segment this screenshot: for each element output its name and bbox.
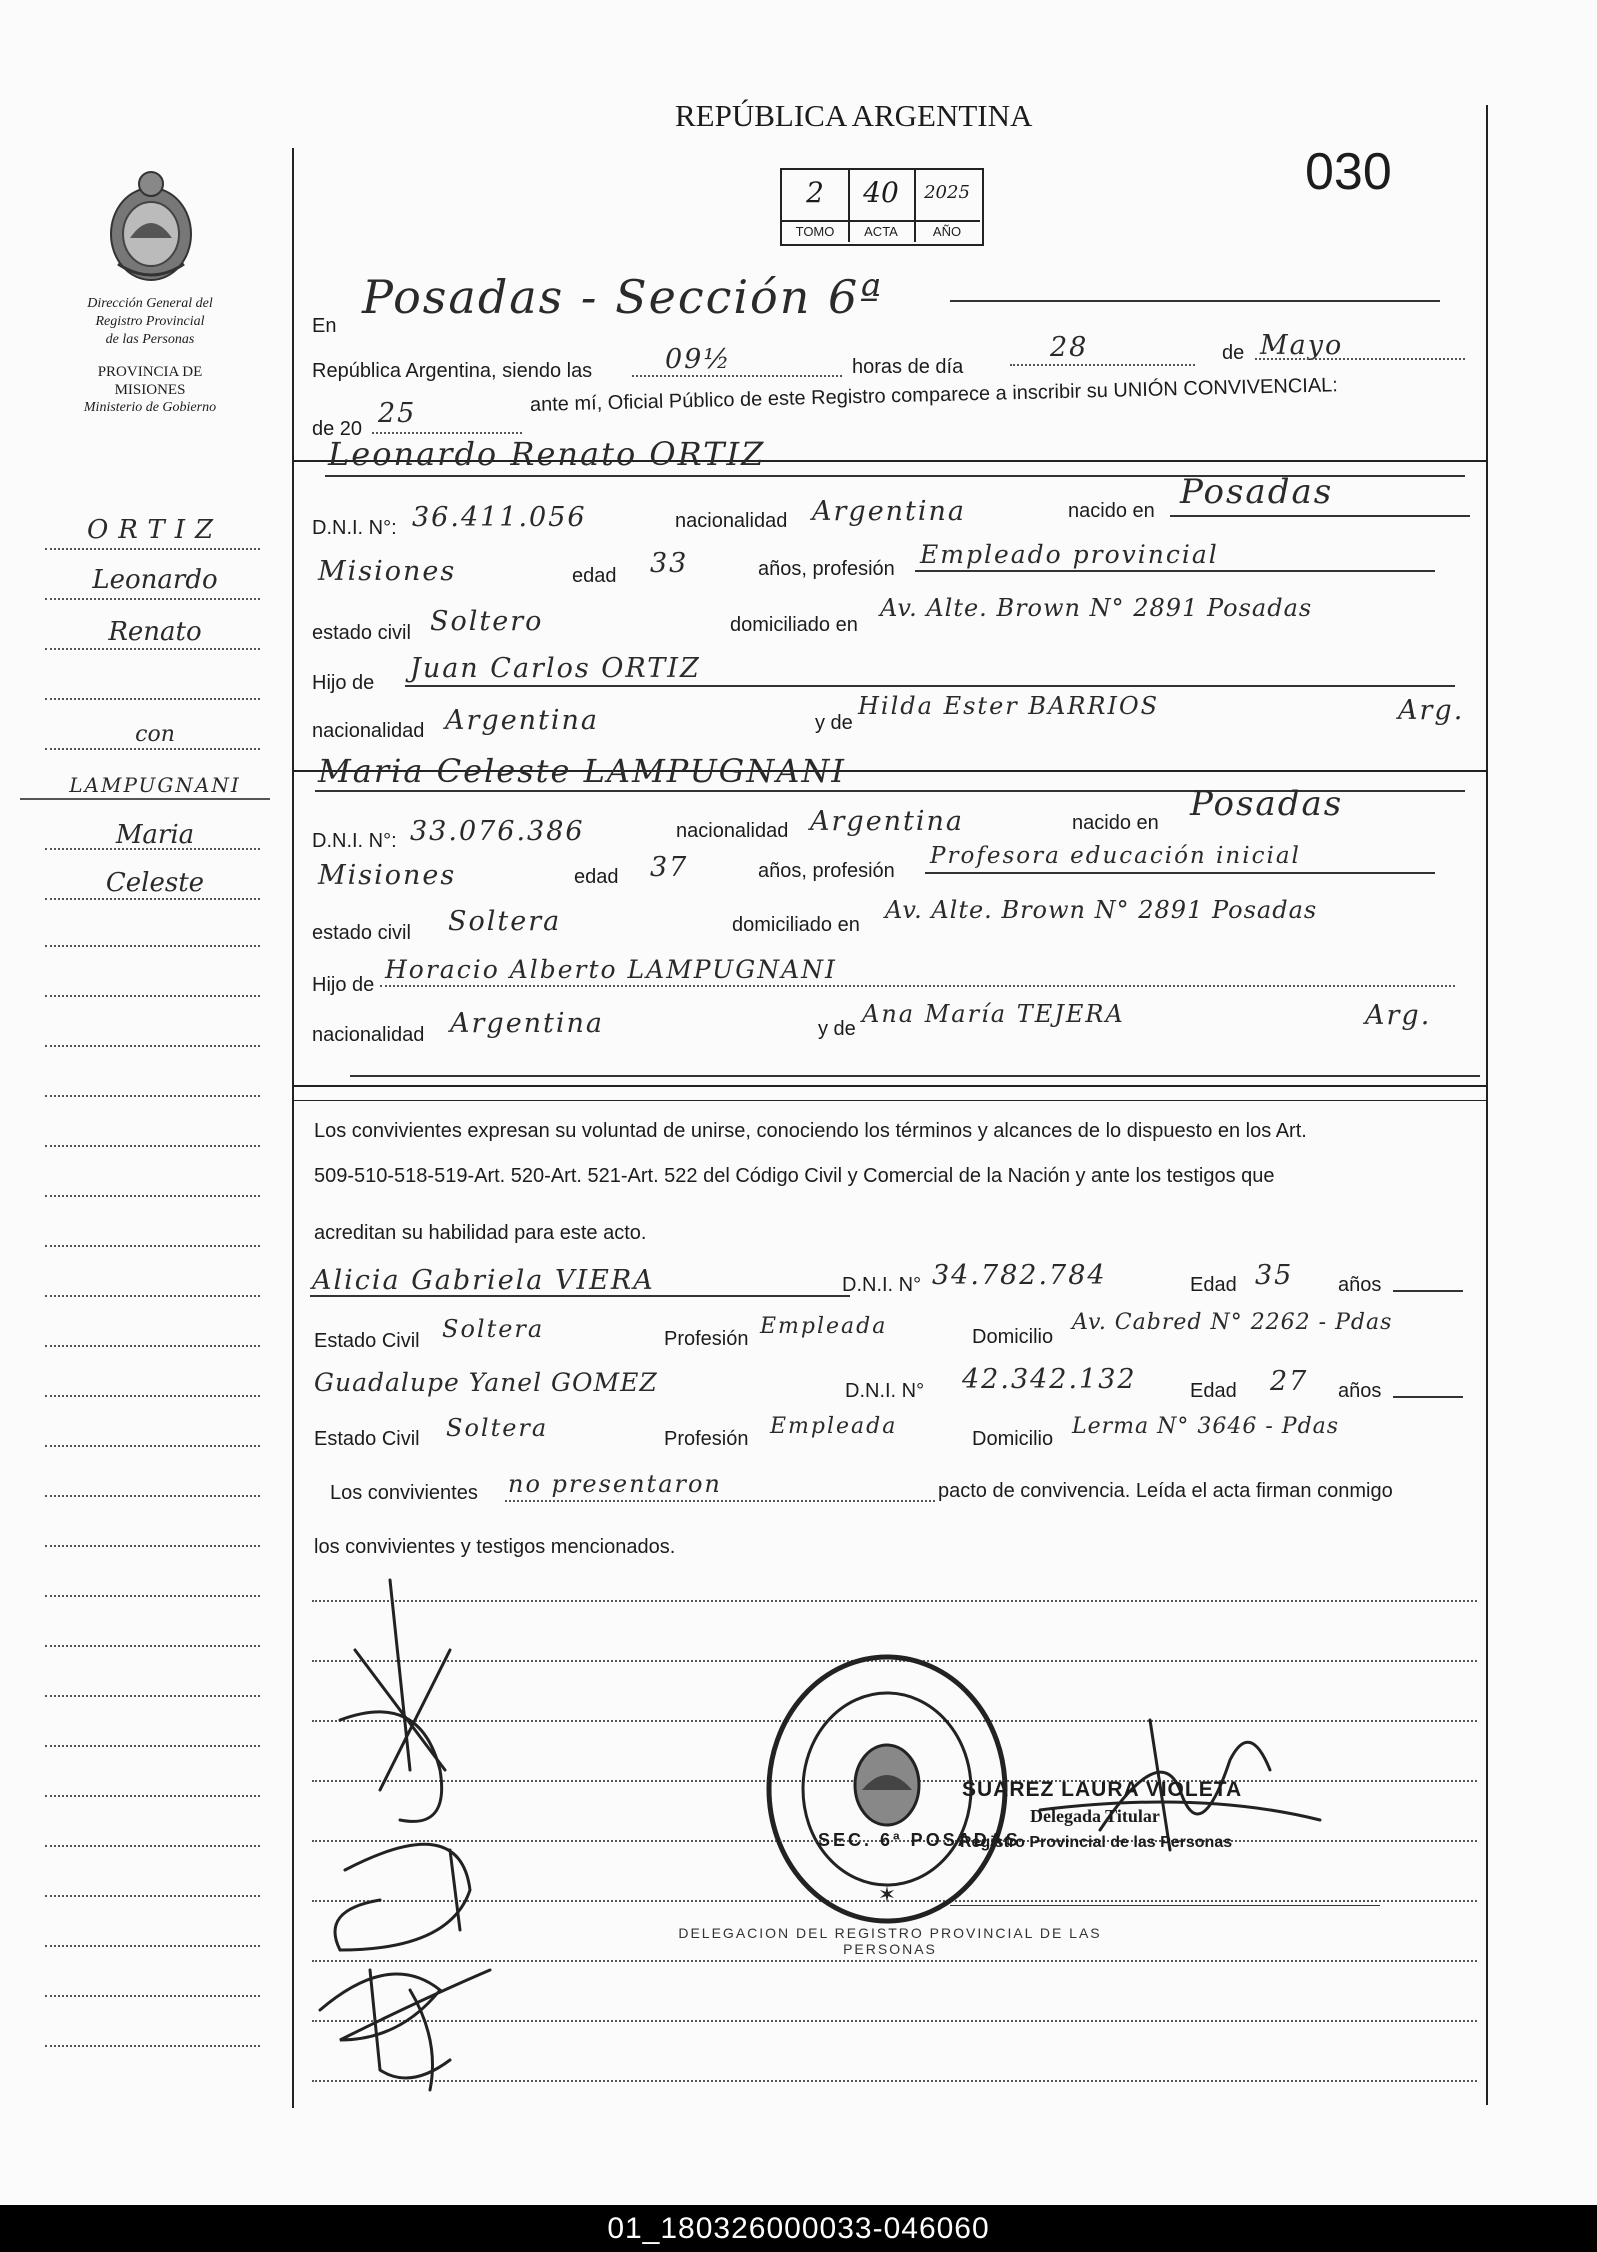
person2-hijo-label: Hijo de [312,974,375,996]
signatures-convivientes [300,1570,540,2100]
person1-estado-civil: Soltero [430,606,544,637]
year-prefix: de 20 [312,418,363,440]
hour-line [632,375,842,377]
person2-end-line [350,1075,1480,1077]
agency-block [30,295,270,417]
margin-middlename-2: Celeste [105,868,205,898]
person2-civil-label: estado civil [312,922,411,944]
witness2-civil-label: Estado Civil [314,1428,420,1450]
witness1-edad: 35 [1255,1260,1294,1291]
agency-line3: de las Personas [105,332,195,347]
witness1-anios-label: años [1338,1274,1382,1296]
person1-name: Leonardo Renato ORTIZ [328,435,766,473]
margin-firstname-2: Maria [115,820,195,850]
anio-value: 2025 [924,182,970,203]
person2-profesion: Profesora educación inicial [930,843,1301,869]
page-number: 030 [1305,143,1392,201]
person1-civil-label: estado civil [312,622,411,644]
witness1-prof-label: Profesión [664,1328,749,1350]
legal-line-1: Los convivientes expresan su voluntad de unirse, conociendo los términos y alcances de lo dispuesto en los Art. [314,1120,1307,1142]
witness2-edad-label: Edad [1190,1380,1237,1402]
month-value: Mayo [1260,330,1344,361]
person1-domicilio: Av. Alte. Brown N° 2891 Posadas [880,594,1313,622]
witness1-estado-civil: Soltera [442,1315,545,1343]
person2-dni-label: D.N.I. N°: [312,830,397,852]
person1-padre-nac-label: nacionalidad [312,720,425,742]
witness1-name-line [310,1295,850,1297]
witness2-profesion: Empleada [770,1414,898,1439]
svg-text:✶: ✶ [877,1882,897,1907]
person1-profesion-line [915,570,1435,572]
legal-line-3: acreditan su habilidad para este acto. [314,1222,647,1244]
person1-nac-label: nacionalidad [675,510,788,532]
person1-nacido-cont: Misiones [318,556,457,587]
person1-nacido: Posadas [1180,472,1334,512]
witness2-name: Guadalupe Yanel GOMEZ [314,1368,658,1397]
intro-statement: ante mí, Oficial Público de este Registro comparece a inscribir su UNIÓN CONVIVENCIAL: [529,374,1339,416]
person2-madre: Ana María TEJERA [862,1000,1125,1028]
person1-edad-label: edad [572,565,617,587]
margin-middlename-1: Renato [108,617,202,647]
person1-dni-label: D.N.I. N°: [312,517,397,539]
year-line [372,432,522,434]
stamp-center-text: SEC. 6ª POSADAS [818,1830,1021,1850]
person1-dni: 36.411.056 [412,502,587,533]
tomo-acta-anio-box [780,168,984,246]
person2-edad-label: edad [574,866,619,888]
official-name: SUAREZ LAURA VIOLETA [962,1778,1243,1801]
official-org: Registro Provincial de las Personas [960,1834,1233,1851]
year-value: 25 [378,398,417,429]
person2-y-de-label: y de [818,1018,856,1040]
person2-padre-nac: Argentina [450,1008,605,1039]
closing-value: no presentaron [508,1470,722,1498]
witness1-profesion: Empleada [760,1314,888,1339]
person1-domic-label: domiciliado en [730,614,858,636]
coat-of-arms-emblem [100,168,202,286]
witness2-dni: 42.342.132 [962,1364,1137,1395]
person1-profesion: Empleado provincial [920,540,1219,569]
person2-name: Maria Celeste LAMPUGNANI [318,752,846,790]
person2-padre-nac-label: nacionalidad [312,1024,425,1046]
margin-firstname-1: Leonardo [92,565,218,595]
country-title: REPÚBLICA ARGENTINA [675,98,1033,133]
person2-madre-nac: Arg. [1365,1000,1432,1031]
witness2-edad: 27 [1270,1366,1309,1397]
official-signature-line [950,1905,1380,1906]
republic-label: República Argentina, siendo las [312,360,593,382]
margin-conjunction: con [135,722,175,747]
legal-line-2: 509-510-518-519-Art. 520-Art. 521-Art. 522 del Código Civil y Comercial de la Nación y ante los testigos que [314,1165,1275,1187]
closing-line-2: los convivientes y testigos mencionados. [314,1536,676,1558]
left-border-line [292,148,294,2108]
witness2-dni-label: D.N.I. N° [845,1380,925,1402]
person2-domicilio: Av. Alte. Brown N° 2891 Posadas [885,896,1318,924]
section-divider-4 [292,1100,1486,1101]
person1-prof-label: años, profesión [758,558,895,580]
person1-y-de-label: y de [815,712,853,734]
person2-nac-label: nacionalidad [676,820,789,842]
witness1-edad-label: Edad [1190,1274,1237,1296]
person2-nacido-label: nacido en [1072,812,1159,834]
agency-line2: Registro Provincial [95,314,205,329]
acta-value: 40 [863,176,899,209]
person1-madre-nac: Arg. [1398,695,1465,726]
closing-suffix: pacto de convivencia. Leída el acta firman conmigo [938,1480,1393,1502]
agency-line1: Dirección General del [87,296,213,311]
person2-nacido: Posadas [1190,784,1344,824]
stamp-ring-text: DELEGACION DEL REGISTRO PROVINCIAL DE LAS PERSONAS [678,1925,1102,1957]
month-line [1255,358,1465,360]
witness1-civil-label: Estado Civil [314,1330,420,1352]
person1-padre-line [405,685,1455,687]
person2-profesion-line [925,872,1435,874]
witness2-anios-label: años [1338,1380,1382,1402]
horas-label: horas de día [852,356,964,378]
person2-padre: Horacio Alberto LAMPUGNANI [385,955,837,984]
person1-madre: Hilda Ester BARRIOS [858,692,1160,720]
ministry-line: Ministerio de Gobierno [83,400,217,415]
acta-label: ACTA [848,220,914,242]
closing-prefix: Los convivientes [330,1482,478,1504]
person2-padre-line [380,985,1455,987]
witness1-dni-label: D.N.I. N° [842,1274,922,1296]
person1-padre-nac: Argentina [445,705,600,736]
tomo-label: TOMO [782,220,848,242]
witness2-prof-label: Profesión [664,1428,749,1450]
witness2-edad-line [1393,1396,1463,1398]
day-value: 28 [1050,332,1089,363]
tomo-value: 2 [806,176,824,209]
person2-domic-label: domiciliado en [732,914,860,936]
person1-edad: 33 [650,548,689,579]
closing-value-line [505,1500,935,1502]
person2-prof-label: años, profesión [758,860,895,882]
witness1-domicilio: Av. Cabred N° 2262 - Pdas [1072,1310,1393,1335]
person1-padre: Juan Carlos ORTIZ [410,653,701,684]
place-fill-line [950,300,1440,302]
person2-nacionalidad: Argentina [810,806,965,837]
person1-hijo-label: Hijo de [312,672,375,694]
witness1-edad-line [1393,1290,1463,1292]
person1-nacido-label: nacido en [1068,500,1155,522]
person2-edad: 37 [650,852,689,883]
witness1-name: Alicia Gabriela VIERA [312,1265,655,1296]
day-line [1010,364,1195,366]
right-border-line [1486,105,1488,2105]
place-value: Posadas - Sección 6ª [362,270,884,324]
hour-value: 09½ [665,344,732,375]
margin-surname-1: ORTIZ [86,515,224,545]
margin-surname-2: LAMPUGNANI [69,773,241,797]
person2-nacido-cont: Misiones [318,860,457,891]
person1-nacido-line [1170,515,1470,517]
witness2-domicilio: Lerma N° 3646 - Pdas [1072,1414,1340,1439]
section-divider-3 [292,1085,1486,1087]
de-label: de [1222,342,1245,364]
witness1-dni: 34.782.784 [932,1260,1107,1291]
official-title: Delegada Titular [1030,1806,1160,1826]
witness1-domic-label: Domicilio [972,1326,1054,1348]
en-label: En [312,315,337,337]
document-footer-code: 01_180326000033-046060 [0,2205,1597,2252]
person2-estado-civil: Soltera [448,906,562,937]
province-line2: MISIONES [114,382,186,398]
person1-nacionalidad: Argentina [812,496,967,527]
province-line1: PROVINCIA DE [97,364,203,380]
person2-dni: 33.076.386 [410,816,585,847]
witness2-estado-civil: Soltera [446,1414,549,1442]
witness2-domic-label: Domicilio [972,1428,1054,1450]
anio-label: AÑO [914,220,980,242]
